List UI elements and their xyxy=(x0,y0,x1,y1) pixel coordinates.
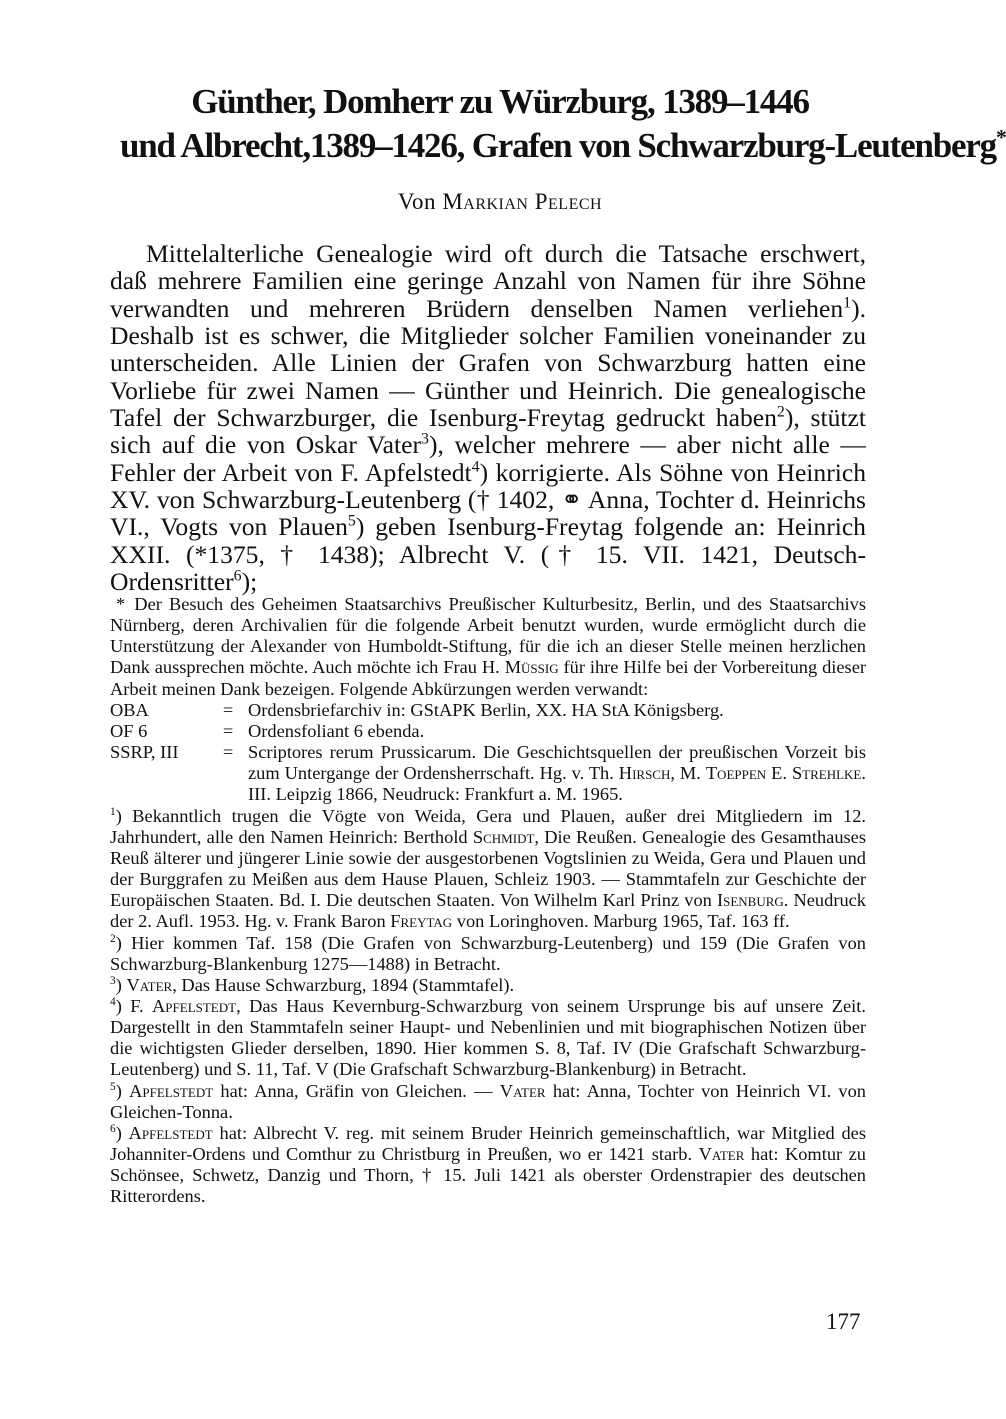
author-name-smallcaps: Isenburg xyxy=(716,890,784,911)
footnote-ref: 6 xyxy=(233,567,242,585)
footnote-ref: 2 xyxy=(776,403,785,421)
footnote-mark: 3 xyxy=(110,974,116,987)
footnote-mark: 5 xyxy=(110,1080,116,1093)
abbreviation-text: Scriptores rerum Prussicarum. Die Geschichtsquellen der preußischen Vorzeit bis zum Untergange der Ordensherrschaft. Hg. v. Th. xyxy=(248,742,866,784)
footnote-text: hat: Anna, Tochter von Heinrich VI. von Gleichen-Tonna. xyxy=(110,1080,866,1122)
title-footnote-marker: * xyxy=(995,125,1006,150)
abbreviation-value: Ordensfoliant 6 ebenda. xyxy=(248,720,425,741)
abbreviation-text: E. xyxy=(771,763,787,784)
author-name-smallcaps: Hirsch xyxy=(618,763,671,784)
body-text xyxy=(110,240,866,595)
author-name-smallcaps: Freytag xyxy=(390,911,453,932)
footnote-text: ) Bekanntlich trugen die Vögte von Weida, Gera und Plauen, außer drei Mitgliedern im 12. Jahrhundert, alle den Namen Heinrich: Berthold xyxy=(110,805,866,847)
footnote-star xyxy=(110,594,866,700)
body-segment: ), welcher mehrere — aber nicht alle — Fehler der Arbeit von F. Apfelstedt xyxy=(110,430,866,487)
footnote-3 xyxy=(110,975,866,996)
author-name-smallcaps: Vater xyxy=(126,974,173,995)
body-segment: ) geben Isenburg-Freytag folgende an: Heinrich XXII. (*1375, † 1438); Albrecht V. († 15. VII. 1421, Deutsch-Ordensritter xyxy=(110,512,866,597)
footnote-mark: 4 xyxy=(110,995,116,1008)
abbreviation-value: Ordensbriefarchiv in: GStAPK Berlin, XX. HA StA Königsberg. xyxy=(248,699,724,720)
footnote-text: ) Hier kommen Taf. 158 (Die Grafen von Schwarzburg-Leutenberg) und 159 (Die Grafen von Schwarzburg-Blankenburg 1275—1488) in Betracht. xyxy=(110,932,866,974)
body-paragraph xyxy=(110,240,866,595)
footnote-5 xyxy=(110,1081,866,1123)
footnote-text: ) xyxy=(115,1122,122,1143)
footnote-1 xyxy=(110,806,866,933)
author-name-smallcaps: Strehlke xyxy=(791,763,862,784)
footnote-text: hat: Albrecht V. reg. mit seinem Bruder Heinrich gemeinschaftlich, war Mitglied des Johanniter-Ordens und Comthur zu Christburg in Preußen, wo er 1421 starb. xyxy=(110,1122,866,1165)
page-number: 177 xyxy=(826,1309,861,1334)
footnote-6 xyxy=(110,1123,866,1208)
footnote-2 xyxy=(110,933,866,975)
footnote-text: hat: Anna, Gräfin von Gleichen. — xyxy=(220,1080,493,1101)
author-name-smallcaps: Apfelstedt xyxy=(129,1080,214,1101)
body-segment: Mittelalterliche Genealogie wird oft durch die Tatsache erschwert, daß mehrere Familien eine geringe Anzahl von Namen für ihre Söhne verwandten und mehreren Brüdern denselben Namen verliehen xyxy=(110,239,866,323)
abbreviation-key: SSRP, III xyxy=(110,742,179,763)
author-name-smallcaps: Müssig xyxy=(504,657,559,678)
abbreviation-row xyxy=(110,742,866,805)
footnote-text: hat: Komtur zu Schönsee, Schwetz, Danzig und Thorn, † 15. Juli 1421 als oberster Ordenstrapier des deutschen Ritterordens. xyxy=(110,1144,866,1207)
footnote-mark: 2 xyxy=(110,932,116,945)
abbreviation-row xyxy=(110,700,866,721)
body-segment: ) korrigierte. Als Söhne von Heinrich XV. von Schwarzburg-Leutenberg († 1402, ⚭ Anna, Tochter d. Heinrichs VI., Vogts von Plauen xyxy=(110,457,866,542)
abbreviation-table xyxy=(110,700,866,806)
abbreviation-value xyxy=(248,742,866,805)
author-line xyxy=(120,188,880,216)
title-line-2 xyxy=(120,124,1006,168)
footnote-text: ) xyxy=(115,1080,122,1101)
footnote-text: ) xyxy=(115,974,122,995)
body-segment: ). Deshalb ist es schwer, die Mitglieder solcher Familien voneinander zu unterscheiden. Alle Linien der Grafen von Schwarzburg hatten eine Vorliebe für zwei Namen — Günther und Heinrich. Die genealogische Tafel der Schwarzburger, die Isenburg-Freytag gedruckt haben xyxy=(110,293,866,433)
abbreviation-key: OF 6 xyxy=(110,720,148,741)
abbreviation-text: , M. xyxy=(670,763,701,784)
body-segment: ), stützt sich auf die von Oskar Vater xyxy=(110,403,866,460)
footnote-text: Der Besuch des Geheimen Staatsarchivs Preußischer Kulturbesitz, Berlin, und des Staatsarchivs Nürnberg, deren Archivalien für die folgende Arbeit benutzt wurden, wurde ermöglicht durch die Unterstützung der Alexander von Humboldt-Stiftung, für die ich an dieser Stelle meinen herzlichen Dank aussprechen möchte. Auch möchte ich Frau H. xyxy=(110,594,866,678)
title-line-1: Günther, Domherr zu Würzburg, 1389–1446 xyxy=(191,82,809,121)
abbreviation-text: . III. Leipzig 1866, Neudruck: Frankfurt a. M. 1965. xyxy=(248,763,866,805)
author-name-smallcaps: Toeppen xyxy=(705,763,767,784)
author-name-smallcaps: Schmidt xyxy=(472,826,535,847)
abbreviation-row xyxy=(110,721,866,742)
footnote-text: , Das Haus Kevernburg-Schwarzburg von seinem Ursprunge bis auf unsere Zeit. Dargestellt in den Stammtafeln seiner Haupt- und Nebenlinien und mit biographischen Notizen über die wichtigsten Glieder derselben, 1890. Hier kommen S. 8, Taf. IV (Die Grafschaft Schwarzburg-Leutenberg) und S. 11, Taf. V (Die Grafschaft Schwarzburg-Blankenburg) in Betracht. xyxy=(110,995,866,1080)
footnote-text: ) F. xyxy=(115,995,144,1016)
footnote-ref: 3 xyxy=(421,430,429,448)
footnote-ref: 4 xyxy=(471,458,480,476)
abbreviation-equals: = xyxy=(222,699,234,720)
author-name-smallcaps: Apfelstedt xyxy=(128,1122,213,1143)
footnote-mark: * xyxy=(116,594,126,614)
author-name-smallcaps: Vater xyxy=(698,1144,745,1165)
author-name-smallcaps: Apfelstedt xyxy=(152,995,237,1016)
author-prefix: Von xyxy=(397,189,437,214)
author-name: Markian Pelech xyxy=(442,189,603,214)
footnote-ref: 1 xyxy=(843,294,852,312)
footnote-text: für ihre Hilfe bei der Vorbereitung dieser Arbeit meinen Dank bezeigen. Folgende Abkürzungen werden verwandt: xyxy=(110,657,866,699)
title-line-2-text: und Albrecht,1389–1426, Grafen von Schwarzburg-Leutenberg xyxy=(120,126,996,165)
footnote-text: von Loringhoven. Marburg 1965, Taf. 163 ff. xyxy=(456,911,790,932)
body-segment: ); xyxy=(241,567,258,597)
footnotes xyxy=(110,594,866,1208)
footnote-text: , Das Hause Schwarzburg, 1894 (Stammtafel). xyxy=(172,974,515,995)
article-title xyxy=(120,80,1006,168)
footnote-text: , Die Reußen. Genealogie des Gesamthauses Reuß älterer und jüngerer Linie sowie der ausgestorbenen Vogtslinien zu Weida, Gera und Plauen und der Burggrafen zu Meißen aus dem Hause Plauen, Schleiz 1903. — Stammtafeln zur Geschichte der Europäischen Staaten. Bd. I. Die deutschen Staaten. Von Wilhelm Karl Prinz von xyxy=(110,826,866,911)
footnote-text: . Neudruck der 2. Aufl. 1953. Hg. v. Frank Baron xyxy=(110,890,866,932)
abbreviation-equals: = xyxy=(222,742,234,763)
abbreviation-equals: = xyxy=(222,720,234,741)
abbreviation-key: OBA xyxy=(110,699,149,720)
footnote-4 xyxy=(110,996,866,1081)
footnote-mark: 1 xyxy=(110,805,116,818)
author-name-smallcaps: Vater xyxy=(499,1080,546,1101)
footnote-ref: 5 xyxy=(347,512,356,530)
footnote-mark: 6 xyxy=(110,1122,116,1135)
